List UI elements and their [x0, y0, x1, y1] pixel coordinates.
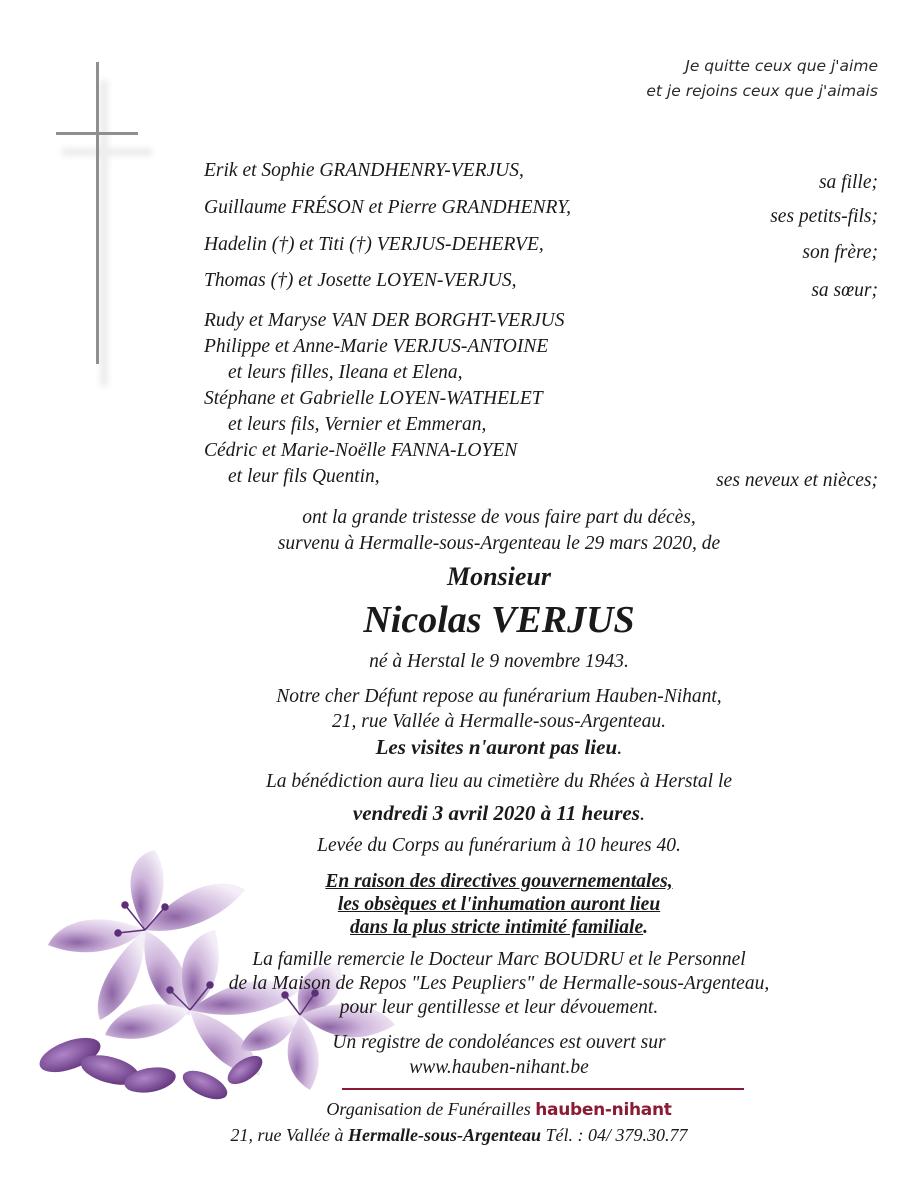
nephew-line: Philippe et Anne-Marie VERJUS-ANTOINE — [204, 336, 549, 357]
family-relation-4: sa sœur; — [811, 280, 878, 301]
nephew-line: Rudy et Maryse VAN DER BORGHT-VERJUS — [204, 310, 565, 331]
nephews-relation: ses neveux et nièces; — [716, 470, 878, 491]
family-name-2: Guillaume FRÉSON et Pierre GRANDHENRY, — [204, 197, 572, 218]
footer-address-prefix: 21, rue Vallée à — [230, 1125, 344, 1145]
footer-address-town: Hermalle-sous-Argenteau — [347, 1125, 541, 1145]
visits-text: Les visites n'auront pas lieu — [375, 735, 618, 759]
thanks-line-3: pour leur gentillesse et leur dévouement. — [339, 997, 659, 1018]
family-relation-1: sa fille; — [818, 172, 878, 193]
registry-line: Un registre de condoléances est ouvert sur — [332, 1032, 666, 1053]
thanks — [0, 948, 918, 1020]
visits-note: Les visites n'auront pas lieu. — [375, 735, 623, 759]
epigraph-line-1: Je quitte ceux que j'aime — [685, 57, 878, 75]
announcement-line-1: ont la grande tristesse de vous faire part du décès, — [302, 507, 696, 528]
deceased-title: Monsieur — [446, 562, 552, 591]
resting-place — [0, 684, 918, 734]
nephews-list — [204, 308, 564, 490]
registry — [0, 1030, 918, 1080]
thanks-line-1: La famille remercie le Docteur Marc BOUDRU et le Personnel — [252, 949, 746, 970]
announcement-line-2: survenu à Hermalle-sous-Argenteau le 29 mars 2020, de — [277, 533, 721, 554]
announcement — [0, 505, 918, 557]
footer-organization — [0, 1099, 918, 1120]
benediction: La bénédiction aura lieu au cimetière du Rhées à Herstal le — [265, 771, 733, 792]
thanks-line-2: de la Maison de Repos "Les Peupliers" de Hermalle-sous-Argenteau, — [228, 973, 770, 994]
ceremony-date-text: vendredi 3 avril 2020 à 11 heures — [352, 801, 640, 825]
epigraph — [646, 54, 878, 104]
family-relation-2: ses petits-fils; — [770, 206, 878, 227]
epigraph-line-2: et je rejoins ceux que j'aimais — [646, 82, 878, 100]
nephew-line: et leurs filles, Ileana et Elena, — [228, 362, 463, 383]
footer-phone: Tél. : 04/ 379.30.77 — [545, 1125, 688, 1145]
ceremony-date: vendredi 3 avril 2020 à 11 heures. — [352, 801, 646, 825]
levee: Levée du Corps au funérarium à 10 heures 40. — [317, 835, 681, 856]
notice-line-2: les obsèques et l'inhumation auront lieu — [337, 894, 661, 915]
deceased-name: Nicolas VERJUS — [363, 599, 635, 641]
nephew-line: et leur fils Quentin, — [228, 466, 380, 487]
deceased-birth: né à Herstal le 9 novembre 1943. — [369, 651, 629, 672]
family-name-1: Erik et Sophie GRANDHENRY-VERJUS, — [204, 160, 524, 181]
family-name-4: Thomas (†) et Josette LOYEN-VERJUS, — [204, 270, 517, 291]
registry-url[interactable]: www.hauben-nihant.be — [409, 1057, 589, 1078]
family-relation-3: son frère; — [802, 242, 878, 263]
nephew-line: Stéphane et Gabrielle LOYEN-WATHELET — [204, 388, 543, 409]
brand-logo: hauben-nihant — [535, 1100, 672, 1120]
nephew-line: et leurs fils, Vernier et Emmeran, — [228, 414, 487, 435]
family-name-3: Hadelin (†) et Titi (†) VERJUS-DEHERVE, — [204, 234, 544, 255]
footer-org-prefix: Organisation de Funérailles — [326, 1099, 531, 1119]
resting-line-1: Notre cher Défunt repose au funérarium Hauben-Nihant, — [276, 686, 722, 707]
notice-line-1: En raison des directives gouvernementales, — [325, 871, 673, 892]
resting-line-2: 21, rue Vallée à Hermalle-sous-Argenteau. — [332, 711, 666, 732]
footer-address — [0, 1125, 918, 1146]
notice-line-3: dans la plus stricte intimité familiale — [350, 917, 644, 938]
nephew-line: Cédric et Marie-Noëlle FANNA-LOYEN — [204, 440, 518, 461]
directives-notice: En raison des directives gouvernementales, les obsèques et l'inhumation auront lieu dans la plus stricte intimité familiale. — [0, 870, 918, 939]
footer-divider — [342, 1088, 744, 1090]
